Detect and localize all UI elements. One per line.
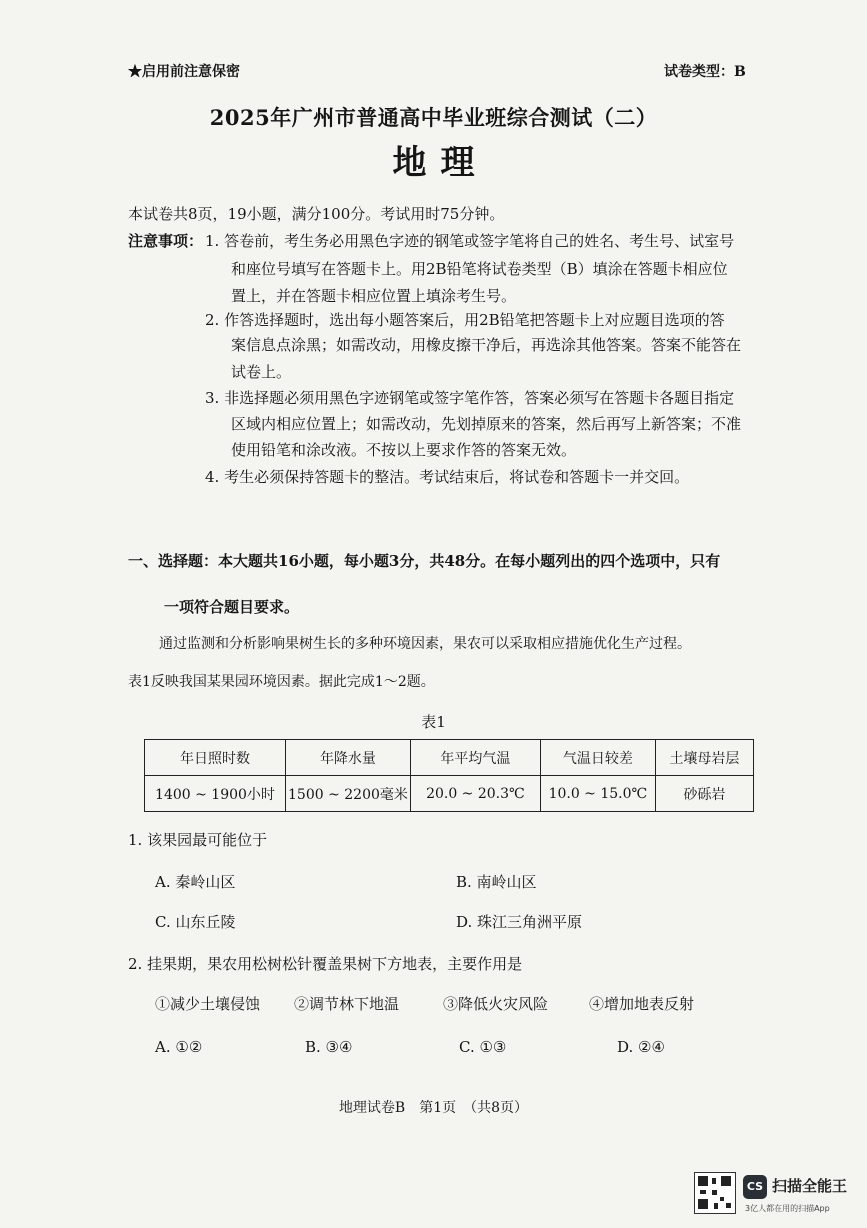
q2-option-c: C. ①③ <box>459 1038 507 1056</box>
question-2-stem: 2. 挂果期，果农用松树松针覆盖果树下方地表，主要作用是 <box>128 955 523 973</box>
passage-line: 通过监测和分析影响果树生长的多种环境因素，果农可以采取相应措施优化生产过程。 <box>159 636 691 652</box>
camscanner-logo-icon: CS <box>743 1175 767 1199</box>
question-1-stem: 1. 该果园最可能位于 <box>128 831 268 849</box>
table-cell: 砂砾岩 <box>655 776 753 812</box>
page-footer: 地理试卷B 第1页 （共8页） <box>338 1100 529 1116</box>
camscanner-tagline: 3亿人都在用的扫描App <box>745 1204 830 1213</box>
q2-item: ②调节林下地温 <box>294 995 400 1013</box>
q2-option-a: A. ①② <box>155 1038 203 1056</box>
table-header-cell: 年日照时数 <box>145 740 286 776</box>
note-line: 1. 答卷前，考生务必用黑色字迹的钢笔或签字笔将自己的姓名、考生号、试室号 <box>205 232 735 250</box>
q1-option-c: C. 山东丘陵 <box>155 913 236 931</box>
confidential-label: ★启用前注意保密 <box>128 64 240 80</box>
note-line: 案信息点涂黑；如需改动，用橡皮擦干净后，再选涂其他答案。答案不能答在 <box>231 336 742 354</box>
note-line: 置上，并在答题卡相应位置上填涂考生号。 <box>231 287 517 305</box>
passage-line: 表1反映我国某果园环境因素。据此完成1～2题。 <box>128 674 435 690</box>
table-header-cell: 土壤母岩层 <box>655 740 753 776</box>
note-line: 2. 作答选择题时，选出每小题答案后，用2B铅笔把答题卡上对应题目选项的答 <box>205 311 725 329</box>
paper-type-label: 试卷类型：B <box>664 64 746 80</box>
environment-table <box>144 739 754 812</box>
table-header-cell: 年降水量 <box>286 740 411 776</box>
camscanner-name: 扫描全能王 <box>772 1177 848 1195</box>
q2-item: ①减少土壤侵蚀 <box>155 995 261 1013</box>
notes-label: 注意事项： <box>128 232 204 250</box>
q1-option-d: D. 珠江三角洲平原 <box>456 913 583 931</box>
table-cell: 20.0 ~ 20.3℃ <box>410 776 540 812</box>
table-row <box>145 776 754 812</box>
note-line: 3. 非选择题必须用黑色字迹钢笔或签字笔作答，答案必须写在答题卡各题目指定 <box>205 389 735 407</box>
note-line: 使用铅笔和涂改液。不按以上要求作答的答案无效。 <box>231 441 577 459</box>
q1-option-b: B. 南岭山区 <box>456 873 537 891</box>
q2-option-d: D. ②④ <box>617 1038 665 1056</box>
table-cell: 1400 ~ 1900小时 <box>145 776 286 812</box>
note-line: 和座位号填写在答题卡上。用2B铅笔将试卷类型（B）填涂在答题卡相应位 <box>231 260 728 278</box>
table-header-row <box>145 740 754 776</box>
q1-option-a: A. 秦岭山区 <box>155 873 236 891</box>
exam-title: 2025年广州市普通高中毕业班综合测试（二） <box>209 105 658 130</box>
table-caption: 表1 <box>421 713 446 731</box>
section-heading-cont: 一项符合题目要求。 <box>164 598 300 616</box>
subject-title: 地理 <box>392 143 489 183</box>
table-header-cell: 气温日较差 <box>540 740 655 776</box>
table-cell: 1500 ~ 2200毫米 <box>286 776 411 812</box>
note-line: 区域内相应位置上；如需改动，先划掉原来的答案，然后再写上新答案；不准 <box>231 415 742 433</box>
section-heading: 一、选择题：本大题共16小题，每小题3分，共48分。在每小题列出的四个选项中，只有 <box>128 552 721 570</box>
note-line: 4. 考生必须保持答题卡的整洁。考试结束后，将试卷和答题卡一并交回。 <box>205 468 690 486</box>
q2-item: ④增加地表反射 <box>589 995 695 1013</box>
note-line: 试卷上。 <box>231 363 292 381</box>
table-cell: 10.0 ~ 15.0℃ <box>540 776 655 812</box>
exam-intro: 本试卷共8页，19小题，满分100分。考试用时75分钟。 <box>128 205 505 223</box>
qr-code-icon <box>694 1172 736 1214</box>
q2-option-b: B. ③④ <box>305 1038 353 1056</box>
table-header-cell: 年平均气温 <box>410 740 540 776</box>
q2-item: ③降低火灾风险 <box>443 995 549 1013</box>
